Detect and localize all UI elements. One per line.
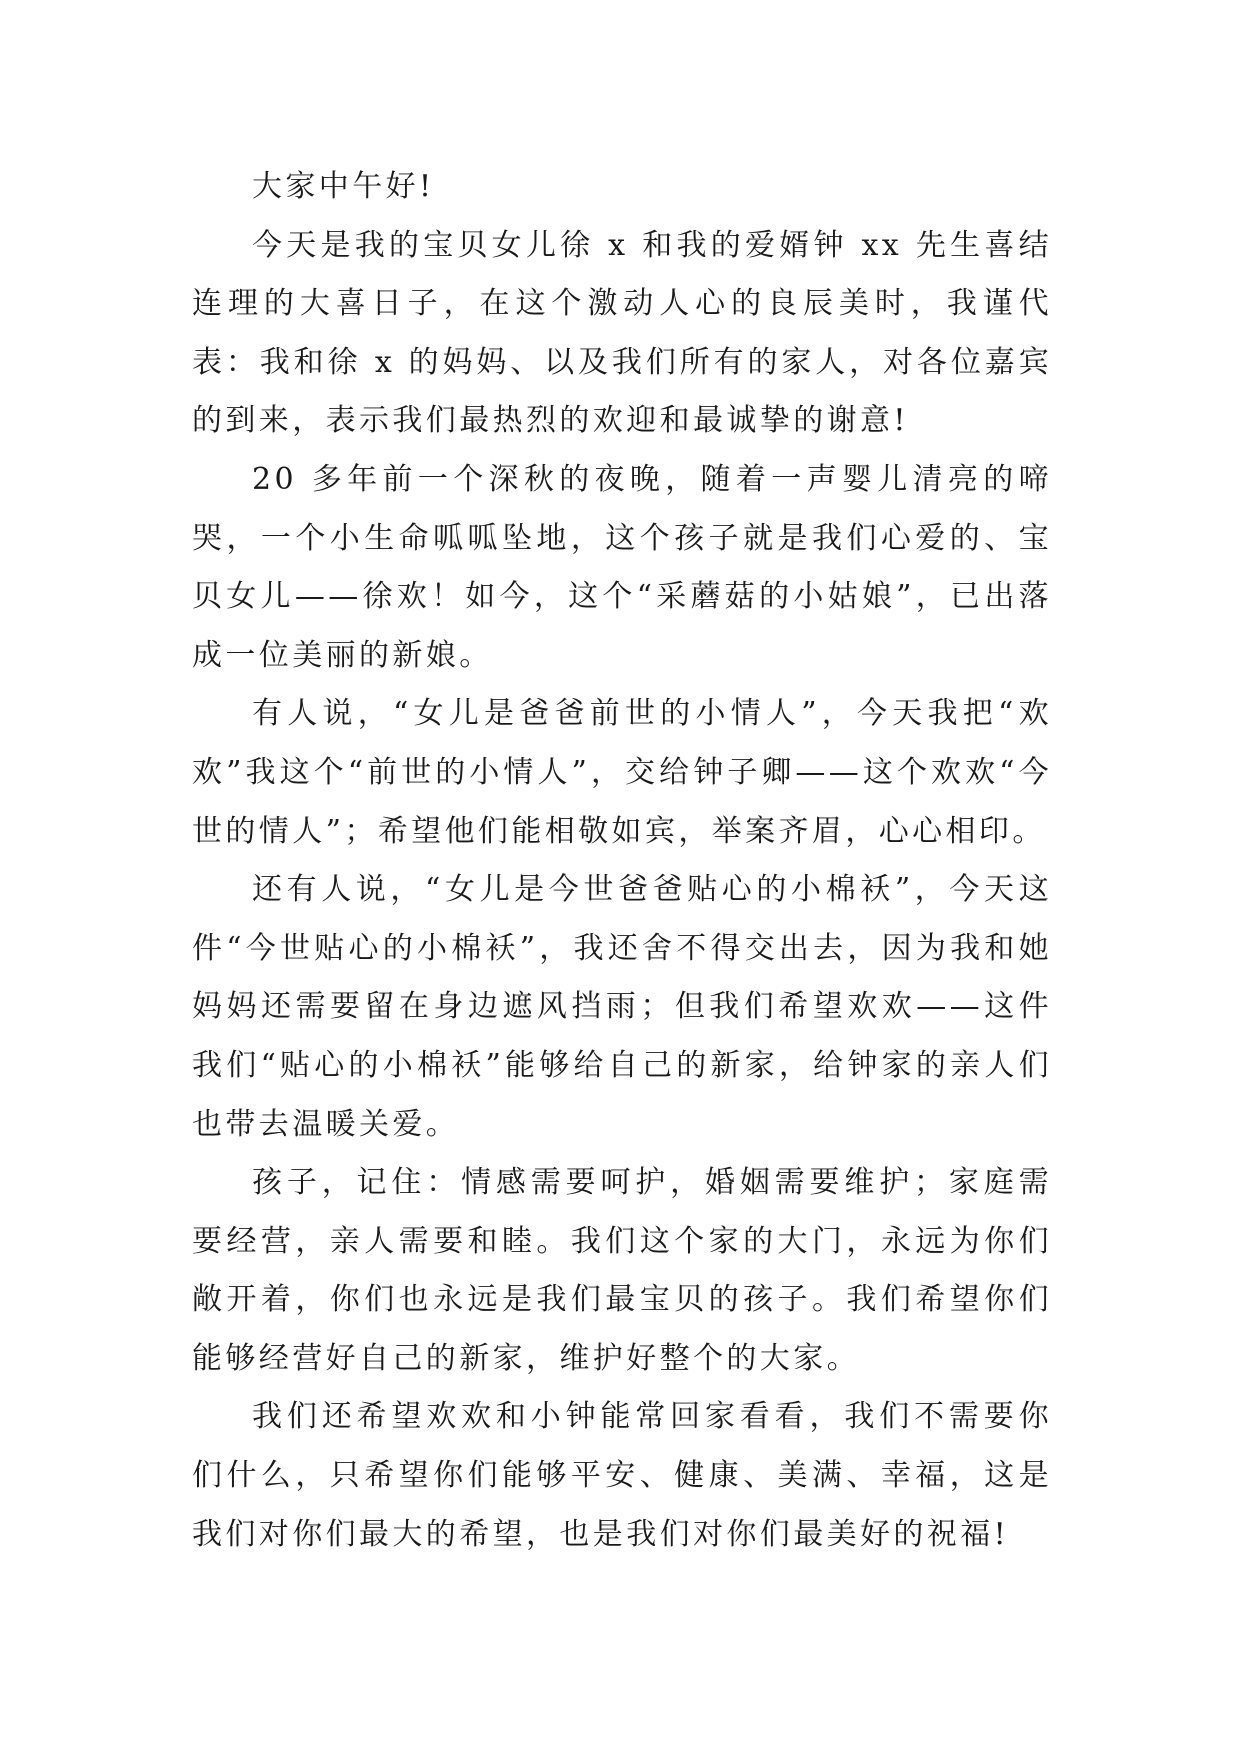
advice-paragraph: 孩子，记住：情感需要呵护，婚姻需要维护；家庭需要经营，亲人需要和睦。我们这个家的大门，永远为你们敞开着，你们也永远是我们最宝贝的孩子。我们希望你们能够经营好自己的新家，维护好整个的大家。: [192, 1165, 1052, 1376]
cotton-jacket-paragraph: 还有人说，“女儿是今世爸爸贴心的小棉袄”，今天这件“今世贴心的小棉袄”，我还舍不得交出去，因为我和她妈妈还需要留在身边遮风挡雨；但我们希望欢欢——这件我们“贴心的小棉袄”能够给自己的新家，给钟家的亲人们也带去温暖关爱。: [192, 872, 1052, 1142]
blessing-paragraph: 我们还希望欢欢和小钟能常回家看看，我们不需要你们什么，只希望你们能够平安、健康、美满、幸福，这是我们对你们最大的希望，也是我们对你们最美好的祝福!: [192, 1399, 1052, 1552]
birth-memory-paragraph: 20 多年前一个深秋的夜晚，随着一声婴儿清亮的啼哭，一个小生命呱呱坠地，这个孩子就是我们心爱的、宝贝女儿——徐欢！如今，这个“采蘑菇的小姑娘”，已出落成一位美丽的新娘。: [192, 461, 1052, 673]
welcome-paragraph: 今天是我的宝贝女儿徐 x 和我的爱婿钟 xx 先生喜结连理的大喜日子，在这个激动人心的良辰美时，我谨代表：我和徐 x 的妈妈、以及我们所有的家人，对各位嘉宾的到来，表示我们最热烈的欢迎和最诚挚的谢意!: [192, 227, 1052, 439]
lover-paragraph: 有人说，“女儿是爸爸前世的小情人”，今天我把“欢欢”我这个“前世的小情人”，交给钟子卿——这个欢欢“今世的情人”；希望他们能相敬如宾，举案齐眉，心心相印。: [192, 696, 1052, 849]
greeting-paragraph: 大家中午好!: [252, 169, 435, 204]
document-body: [192, 158, 1052, 1564]
